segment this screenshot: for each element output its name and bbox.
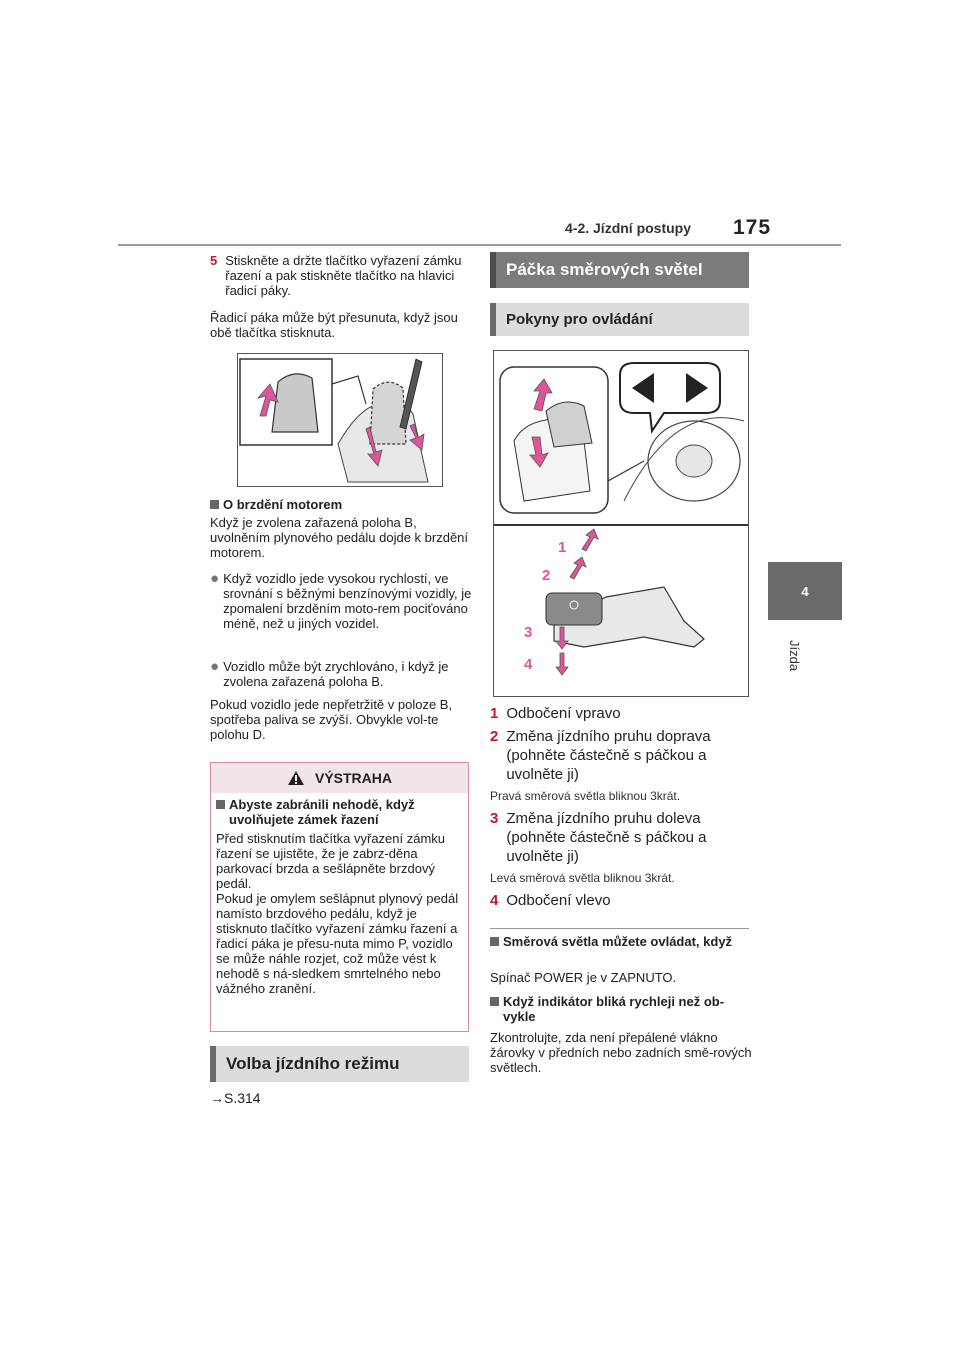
engine-brake-intro: Když je zvolena zařazená poloha B, uvolněním plynového pedálu dojde k brzdění motorem. [210,515,469,560]
page-number: 175 [733,216,772,239]
bullet-text: Vozidlo může být zrychlováno, i když je zvolena zařazená poloha B. [223,659,449,689]
warning-title: VÝSTRAHA [314,770,392,786]
square-bullet-icon [490,997,499,1006]
engine-brake-bullet-2 [210,659,472,689]
info-1-title [490,934,752,949]
warning-subtitle [216,797,462,827]
section-divider [490,928,749,929]
turn-signal-heading: Páčka směrových světel [490,252,749,288]
item-text: Odbočení vlevo [506,892,611,909]
dot-bullet-icon: ● [210,570,220,587]
item-1 [490,704,752,723]
chapter-label: Jízda [787,640,802,672]
item-4 [490,891,752,910]
steering-hub [676,445,712,477]
item-2-note: Pravá směrová světla bliknou 3krát. [490,789,681,803]
callout-2-arrow-icon [570,557,586,579]
square-bullet-icon [210,500,219,509]
warning-triangle-icon [287,770,305,786]
bullet-text: Když vozidlo jede vysokou rychlostí, ve srovnání s běžnými benzínovými vozidly, je zpomalení brzděním moto-rem pociťováno méně, než u jiných vozidel. [223,571,472,631]
square-bullet-icon [490,937,499,946]
item-number: 4 [490,892,499,909]
item-text: Odbočení vpravo [506,705,621,722]
warning-box [210,762,469,1032]
section-heading: 4-2. Jízdní postupy [565,220,692,236]
engine-brake-bullet-1 [210,571,472,631]
item-3 [490,809,740,866]
direction-bubble [620,363,720,431]
square-bullet-icon [216,800,225,809]
drive-mode-heading: Volba jízdního režimu [210,1046,469,1082]
step-5 [210,253,472,298]
chapter-number: 4 [801,583,809,599]
lever-shape [370,382,406,444]
callout-4: 4 [524,656,533,673]
info-2-title-text: Když indikátor bliká rychleji než ob-vykle [503,994,725,1024]
turn-signal-illustration [493,350,749,697]
step-text: Stiskněte a držte tlačítko vyřazení zámku řazení a pak stiskněte tlačítko na hlavici řadicí páky. [225,253,462,298]
engine-brake-outro: Pokud vozidlo jede nepřetržitě v poloze B, spotřeba paliva se zvýší. Obvykle vol-te polohu D. [210,697,453,742]
item-text: Změna jízdního pruhu doleva (pohněte částečně s páčkou a uvolněte ji) [506,810,707,865]
item-number: 1 [490,705,499,722]
item-2 [490,727,740,784]
chapter-tab [768,562,842,620]
callout-line [608,461,644,481]
engine-brake-title-text: O brzdění motorem [223,497,343,512]
warning-header [211,763,468,793]
drive-mode-reference: →S.314 [210,1090,261,1106]
warning-body: Před stisknutím tlačítka vyřazení zámku řazení se ujistěte, že je zabrz-děna parkovací brzda a sešlápněte brzdový pedál. Pokud je omylem sešlápnut plynový pedál namísto brzdového pedálu, když je stisknuto tlačítko vyřazení zámku řazení a řadicí páka je přesu-nuta mimo P, vozidlo se může náhle rozjet, což může vést k nehodě s ná-sledkem smrtelného nebo vážného zranění. [216,831,459,996]
engine-brake-title [210,497,472,512]
shift-note: Řadicí páka může být přesunuta, když jsou obě tlačítka stisknuta. [210,310,458,340]
info-2-title [490,994,752,1024]
lever-head-shape [546,402,592,447]
callout-2: 2 [542,567,551,584]
shift-lever-drawing [238,354,442,486]
operation-subheading: Pokyny pro ovládání [490,303,749,336]
step-number: 5 [210,253,218,268]
callout-1-arrow-icon [582,529,598,551]
header-divider [118,244,841,246]
info-1-title-text: Směrová světla můžete ovládat, když [503,934,733,949]
callout-4-arrow-icon [556,653,568,675]
info-2-text: Zkontrolujte, zda není přepálené vlákno žárovky v předních nebo zadních smě-rových světlech. [490,1030,752,1075]
knob-shape [272,374,318,432]
pointer-line [332,376,366,404]
item-number: 2 [490,728,499,745]
item-text: Změna jízdního pruhu doprava (pohněte částečně s páčkou a uvolněte ji) [506,728,711,783]
dot-bullet-icon: ● [210,658,220,675]
item-3-note: Levá směrová světla bliknou 3krát. [490,871,675,885]
warning-subtitle-text: Abyste zabránili nehodě, když uvolňujete zámek řazení [229,797,415,827]
callout-3: 3 [524,624,533,641]
item-number: 3 [490,810,499,827]
turn-signal-drawing [494,351,748,696]
shift-lever-illustration [237,353,443,487]
info-1-text: Spínač POWER je v ZAPNUTO. [490,970,677,985]
callout-1: 1 [558,539,567,556]
